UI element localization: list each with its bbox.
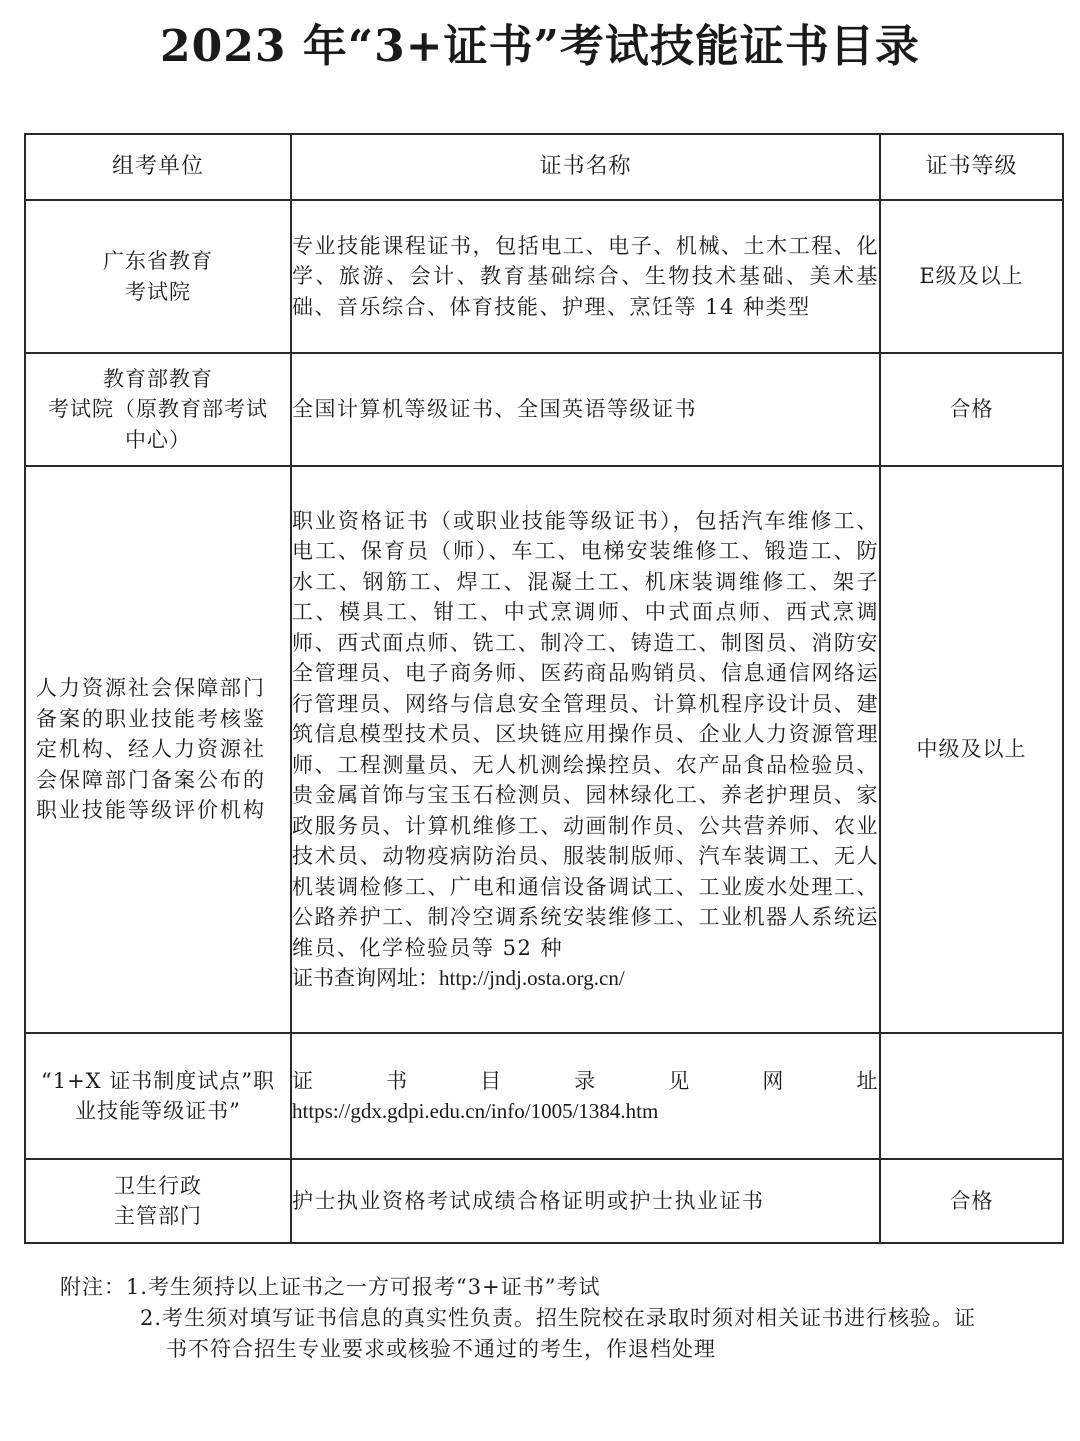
note-line-1: 附注：1.考生须持以上证书之一方可报考“3+证书”考试 — [60, 1275, 601, 1299]
note-line-2: 2.考生须对填写证书信息的真实性负责。招生院校在录取时须对相关证书进行核验。证 — [140, 1306, 977, 1330]
certificate-name-cell — [291, 466, 880, 1033]
organizer-line: 考试院（原教育部考试 — [48, 397, 268, 422]
organizer-cell — [25, 353, 291, 466]
organizer-cell — [25, 1033, 291, 1159]
certificate-name-cell — [291, 1033, 880, 1159]
organizer-line: 业技能等级证书” — [75, 1099, 241, 1123]
organizer-line: 广东省教育 — [103, 249, 213, 273]
organizer-line: 卫生行政 — [114, 1173, 202, 1198]
notes-prefix: 附注： — [60, 1275, 126, 1299]
certificate-catalog-label: 证 书 目 录 见 网 址 — [292, 1068, 879, 1093]
certificate-level-cell — [880, 1033, 1063, 1159]
certificate-level-cell: 合格 — [880, 353, 1063, 466]
table-row — [25, 1159, 1063, 1243]
note-line-3: 书不符合招生专业要求或核验不通过的考生，作退档处理 — [166, 1337, 716, 1361]
certificate-level-cell: E级及以上 — [880, 200, 1063, 353]
certificate-query-url: 证书查询网址：http://jndj.osta.org.cn/ — [292, 966, 625, 990]
organizer-line: 考试院 — [125, 279, 191, 304]
table-row — [25, 466, 1063, 1033]
organizer-line: 中心） — [125, 427, 191, 452]
header-organizer: 组考单位 — [25, 134, 291, 200]
certificate-catalog-url: https://gdx.gdpi.edu.cn/info/1005/1384.htm — [292, 1099, 659, 1123]
certificate-table — [24, 133, 1064, 1244]
table-row — [25, 353, 1063, 466]
header-certificate-level: 证书等级 — [880, 134, 1063, 200]
organizer-line: 教育部教育 — [103, 366, 213, 391]
organizer-line: “1+X 证书制度试点”职 — [40, 1068, 276, 1093]
table-header-row — [25, 134, 1063, 200]
header-certificate-name: 证书名称 — [291, 134, 880, 200]
organizer-line: 主管部门 — [114, 1204, 202, 1228]
certificate-description: 职业资格证书（或职业技能等级证书），包括汽车维修工、电工、保育员（师）、车工、电梯安装维修工、锻造工、防水工、钢筋工、焊工、混凝土工、机床装调维修工、架子工、模具工、钳工、中式烹调师、中式面点师、西式烹调师、西式面点师、铣工、制冷工、铸造工、制图员、消防安全管理员、电子商务师、医药商品购销员、信息通信网络运行管理员、网络与信息安全管理员、计算机程序设计员、建筑信息模型技术员、区块链应用操作员、企业人力资源管理师、工程测量员、无人机测绘操控员、农产品食品检验员、贵金属首饰与宝玉石检测员、园林绿化工、养老护理员、家政服务员、计算机维修工、动画制作员、公共营养师、农业技术员、动物疫病防治员、服装制版师、汽车装调工、无人机装调检修工、广电和通信设备调试工、工业废水处理工、公路养护工、制冷空调系统安装维修工、工业机器人系统运维员、化学检验员等 52 种 — [292, 508, 879, 960]
certificate-name-cell: 专业技能课程证书，包括电工、电子、机械、土木工程、化学、旅游、会计、教育基础综合、生物技术基础、美术基础、音乐综合、体育技能、护理、烹饪等 14 种类型 — [291, 200, 880, 353]
organizer-cell: 人力资源社会保障部门备案的职业技能考核鉴定机构、经人力资源社会保障部门备案公布的职业技能等级评价机构 — [25, 466, 291, 1033]
certificate-level-cell: 中级及以上 — [880, 466, 1063, 1033]
certificate-name-cell: 全国计算机等级证书、全国英语等级证书 — [291, 353, 880, 466]
page-title: 2023 年“3+证书”考试技能证书目录 — [160, 21, 920, 72]
organizer-cell — [25, 1159, 291, 1243]
organizer-cell — [25, 200, 291, 353]
table-row — [25, 200, 1063, 353]
certificate-name-cell: 护士执业资格考试成绩合格证明或护士执业证书 — [291, 1159, 880, 1243]
table-row — [25, 1033, 1063, 1159]
notes — [60, 1272, 1050, 1365]
certificate-level-cell: 合格 — [880, 1159, 1063, 1243]
